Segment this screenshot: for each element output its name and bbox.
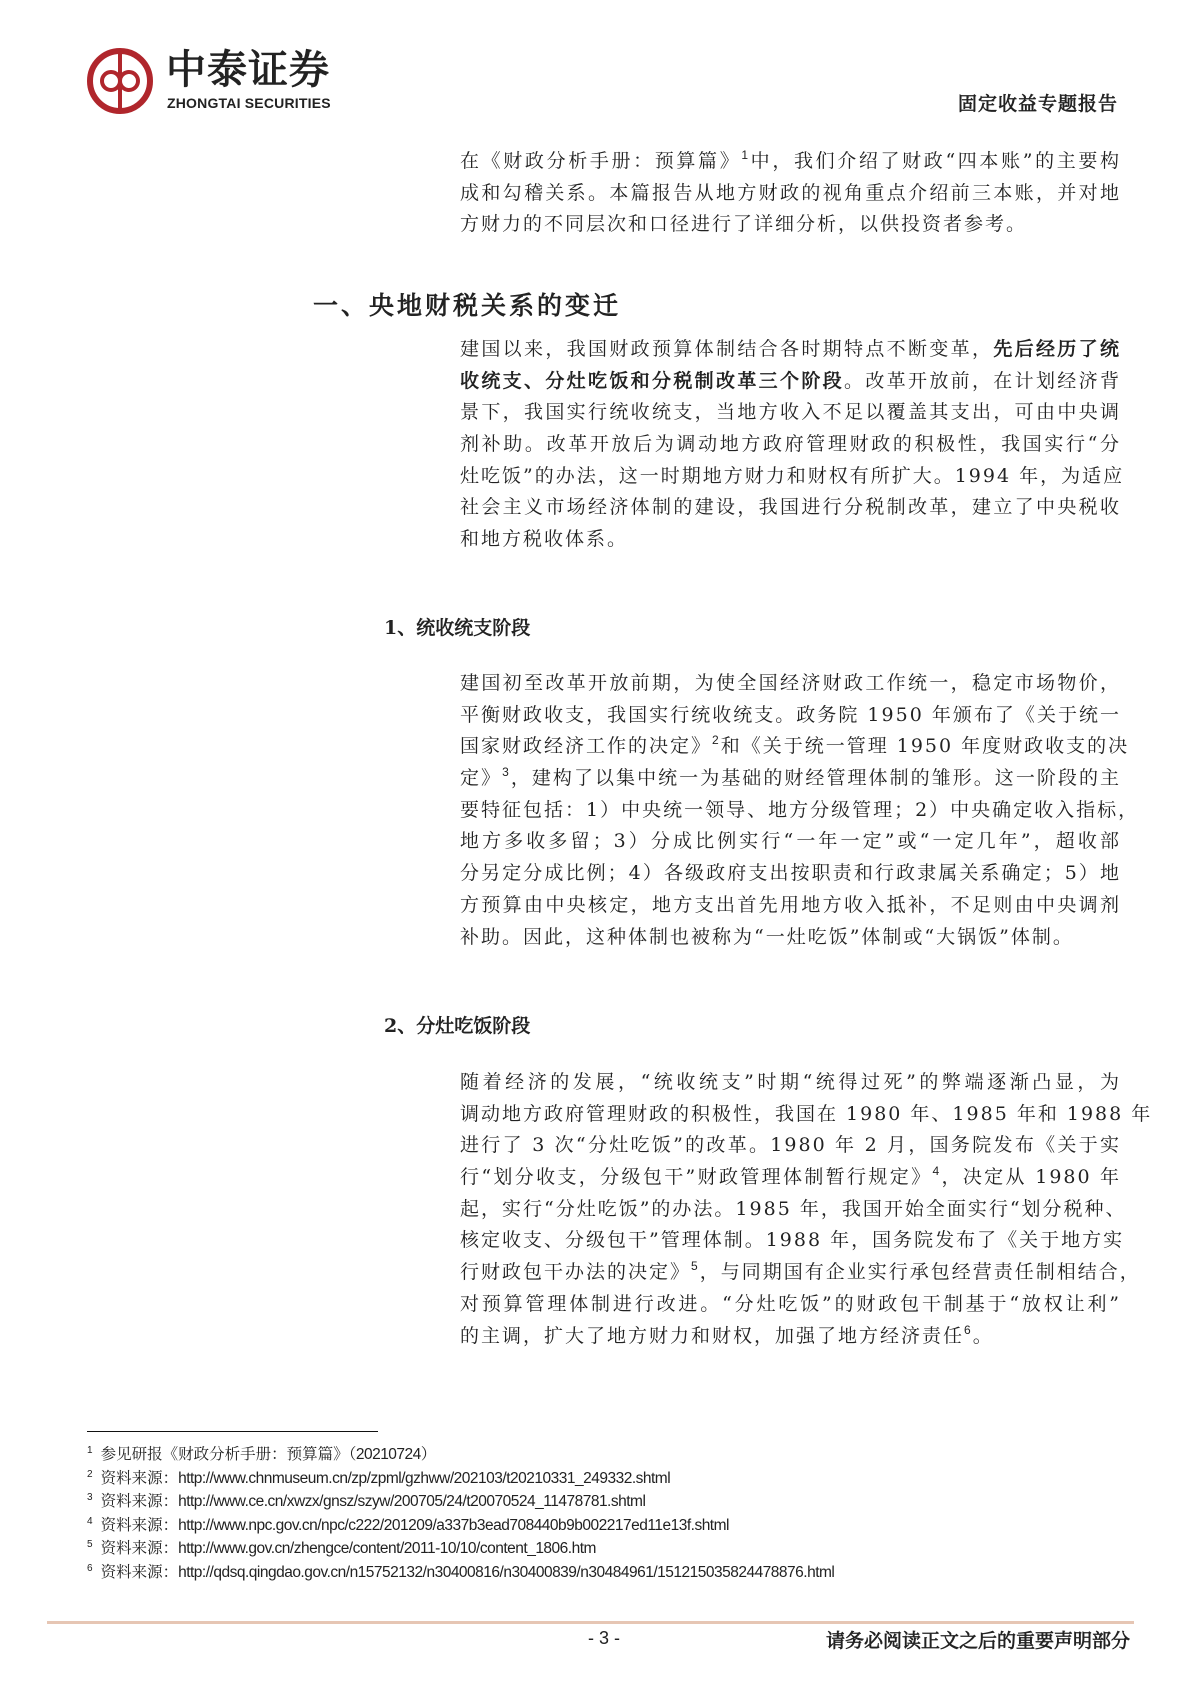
subsection-heading-2: 2、分灶吃饭阶段 bbox=[384, 1015, 531, 1037]
text: 行“划分收支，分级包干”财政管理体制暂行规定》 bbox=[460, 1166, 933, 1189]
footnote-item bbox=[87, 1561, 834, 1585]
text-line bbox=[460, 1194, 1127, 1226]
footnote-label: 资料来源： bbox=[100, 1468, 179, 1487]
text-line bbox=[460, 146, 1121, 178]
footnote-number: 1 bbox=[87, 1445, 93, 1456]
text-line bbox=[460, 397, 1121, 429]
text: 对预算管理体制进行改进。“分灶吃饭”的财政包干制基于“放权让利” bbox=[460, 1292, 1121, 1315]
text: ，决定从 1980 年 bbox=[941, 1166, 1121, 1189]
text-line bbox=[460, 668, 1121, 700]
text-line bbox=[460, 795, 1140, 827]
subsection-1-paragraph bbox=[460, 668, 1140, 953]
footnote-date: （20210724） bbox=[348, 1446, 436, 1463]
text-line bbox=[460, 334, 1121, 366]
footnote-reference[interactable]: 3 bbox=[502, 765, 511, 780]
footer-divider bbox=[47, 1621, 1134, 1624]
text: 。改革开放前，在计划经济背 bbox=[843, 369, 1121, 392]
text: 建国初至改革开放前期，为使全国经济财政工作统一，稳定市场物价， bbox=[460, 672, 1121, 694]
text: 方预算由中央核定，地方支出首先用地方收入抵补，不足则由中央调剂 bbox=[460, 893, 1121, 916]
text: 剂补助。改革开放后为调动地方政府管理财政的积极性，我国实行“分 bbox=[460, 433, 1121, 456]
footnote-item bbox=[87, 1467, 834, 1491]
text: 和《关于统一管理 1950 年度财政收支的决 bbox=[720, 735, 1130, 758]
section-heading: 一、央地财税关系的变迁 bbox=[313, 291, 622, 320]
text: 成和勾稽关系。本篇报告从地方财政的视角重点介绍前三本账，并对地 bbox=[460, 181, 1121, 204]
bold-text: 先后经历了统 bbox=[993, 338, 1121, 360]
footnote-number: 6 bbox=[87, 1562, 93, 1574]
text-line bbox=[460, 1225, 1125, 1257]
text: 的主调，扩大了地方财力和财权，加强了地方经济责任 bbox=[460, 1324, 965, 1347]
text: 。 bbox=[972, 1324, 994, 1347]
zhongtai-logo-mark-icon bbox=[86, 47, 154, 115]
text: 调动地方政府管理财政的积极性，我国在 1980 年、1985 年和 1988 年 bbox=[460, 1102, 1153, 1125]
text: 要特征包括：1）中央统一领导、地方分级管理；2）中央确定收入指标， bbox=[460, 798, 1140, 821]
text: 核定收支、分级包干”管理体制。1988 年，国务院发布了《关于地方实 bbox=[460, 1229, 1125, 1252]
footnote-reference[interactable]: 5 bbox=[691, 1259, 700, 1274]
text-line bbox=[460, 178, 1121, 210]
footnote-reference[interactable]: 4 bbox=[932, 1164, 942, 1179]
text-line bbox=[460, 1289, 1121, 1321]
text-line bbox=[460, 763, 1121, 795]
text-line bbox=[460, 858, 1121, 890]
text: 行财政包干办法的决定》 bbox=[460, 1261, 692, 1284]
footnote-reference[interactable]: 2 bbox=[712, 733, 721, 748]
footnote-item bbox=[87, 1514, 834, 1538]
intro-paragraph bbox=[460, 146, 1121, 241]
text: 景下，我国实行统收统支，当地方收入不足以覆盖其支出，可由中央调 bbox=[460, 401, 1121, 424]
text-line bbox=[460, 1162, 1121, 1194]
footnote-number: 5 bbox=[87, 1539, 93, 1550]
text-line bbox=[460, 209, 1121, 241]
text-line bbox=[460, 1257, 1141, 1289]
text: 灶吃饭”的办法，这一时期地方财力和财权有所扩大。1994 年，为适应 bbox=[460, 464, 1125, 487]
text-line bbox=[460, 700, 1121, 732]
text-line bbox=[460, 461, 1125, 493]
text-line bbox=[460, 731, 1130, 763]
footnote-url[interactable]: http://www.chnmuseum.cn/zp/zpml/gzhww/202103/t20210331_249332.shtml bbox=[178, 1469, 671, 1487]
bold-text: 收统支、分灶吃饭和分税制改革三个阶段 bbox=[460, 369, 844, 392]
footnote-item bbox=[87, 1537, 834, 1561]
text: 中，我们介绍了财政“四本账”的主要构 bbox=[750, 150, 1121, 172]
text: 和地方税收体系。 bbox=[460, 528, 629, 551]
footnote-item bbox=[87, 1490, 834, 1514]
section-paragraph bbox=[460, 334, 1125, 556]
footnotes bbox=[87, 1443, 834, 1584]
text: 平衡财政收支，我国实行统收统支。政务院 1950 年颁布了《关于统一 bbox=[460, 703, 1121, 726]
text-line bbox=[460, 826, 1121, 858]
text: 社会主义市场经济体制的建设，我国进行分税制改革，建立了中央税收 bbox=[460, 496, 1121, 519]
logo-english-name: ZHONGTAI SECURITIES bbox=[167, 95, 331, 111]
text-line bbox=[460, 524, 1121, 556]
text-line bbox=[460, 492, 1121, 524]
text-line bbox=[460, 366, 1121, 398]
text-line bbox=[460, 1099, 1153, 1131]
report-type-label: 固定收益专题报告 bbox=[957, 93, 1118, 115]
footnote-number: 2 bbox=[87, 1468, 93, 1480]
text: ，与同期国有企业实行承包经营责任制相结合， bbox=[699, 1261, 1141, 1284]
text: 地方多收多留；3）分成比例实行“一年一定”或“一定几年”，超收部 bbox=[460, 830, 1121, 853]
footnote-reference[interactable]: 1 bbox=[741, 148, 751, 162]
text: 随着经济的发展，“统收统支”时期“统得过死”的弊端逐渐凸显，为 bbox=[460, 1071, 1121, 1093]
text: 定》 bbox=[460, 767, 503, 790]
text: ，建构了以集中统一为基础的财经管理体制的雏形。这一阶段的主 bbox=[510, 767, 1121, 790]
text: 在《财政分析手册：预算篇》 bbox=[460, 150, 742, 172]
text-line bbox=[460, 1067, 1121, 1099]
text-line bbox=[460, 922, 1121, 954]
footnote-url[interactable]: http://www.gov.cn/zhengce/content/2011-10/10/content_1806.htm bbox=[178, 1540, 596, 1557]
text: 分另定分成比例；4）各级政府支出按职责和行政隶属关系确定；5）地 bbox=[460, 862, 1121, 885]
text: 补助。因此，这种体制也被称为“一灶吃饭”体制或“大锅饭”体制。 bbox=[460, 925, 1074, 948]
subsection-heading-1: 1、统收统支阶段 bbox=[384, 617, 531, 639]
footnote-label: 资料来源： bbox=[100, 1539, 179, 1557]
footnote-reference[interactable]: 6 bbox=[964, 1322, 973, 1337]
footnote-url[interactable]: http://www.npc.gov.cn/npc/c222/201209/a337b3ead708440b9b002217ed11e13f.shtml bbox=[178, 1516, 729, 1534]
footnote-label: 资料来源： bbox=[100, 1492, 179, 1510]
text-line bbox=[460, 429, 1121, 461]
footnote-divider bbox=[87, 1431, 378, 1432]
footnote-url[interactable]: http://qdsq.qingdao.gov.cn/n15752132/n30400816/n30400839/n30484961/151215035824478876.html bbox=[178, 1563, 835, 1581]
footnote-label: 资料来源： bbox=[100, 1562, 179, 1581]
footnote-number: 4 bbox=[87, 1515, 93, 1527]
subsection-2-paragraph bbox=[460, 1067, 1153, 1352]
text: 起，实行“分灶吃饭”的办法。1985 年，我国开始全面实行“划分税种、 bbox=[460, 1197, 1127, 1220]
page-number: - 3 - bbox=[588, 1628, 621, 1648]
footnote-url[interactable]: http://www.ce.cn/xwzx/gnsz/szyw/200705/24/t20070524_11478781.shtml bbox=[178, 1493, 646, 1510]
footnote-label: 资料来源： bbox=[100, 1515, 179, 1534]
text-line bbox=[460, 1130, 1121, 1162]
disclaimer-text: 请务必阅读正文之后的重要声明部分 bbox=[825, 1630, 1130, 1652]
logo-chinese-name: 中泰证券 bbox=[166, 48, 330, 92]
text: 方财力的不同层次和口径进行了详细分析，以供投资者参考。 bbox=[460, 213, 1028, 236]
text: 国家财政经济工作的决定》 bbox=[460, 735, 713, 758]
text: 进行了 3 次“分灶吃饭”的改革。1980 年 2 月，国务院发布《关于实 bbox=[460, 1134, 1121, 1157]
text: 建国以来，我国财政预算体制结合各时期特点不断变革， bbox=[460, 338, 994, 360]
zhongtai-logo bbox=[86, 47, 376, 115]
text-line bbox=[460, 890, 1121, 922]
footnote-number: 3 bbox=[87, 1492, 93, 1503]
text-line bbox=[460, 1321, 1121, 1353]
footnote-item bbox=[87, 1443, 834, 1467]
footnote-label: 参见研报《财政分析手册：预算篇》 bbox=[100, 1445, 349, 1463]
